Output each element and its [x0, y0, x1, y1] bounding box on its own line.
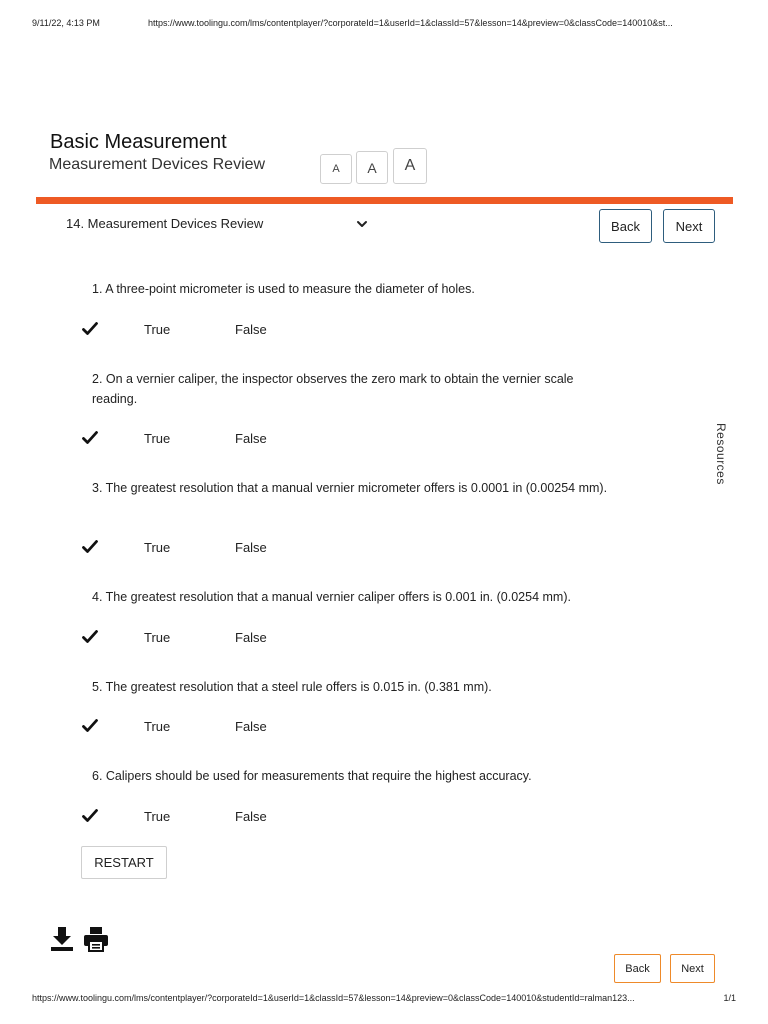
print-datetime: 9/11/22, 4:13 PM	[32, 18, 100, 28]
answer-row	[80, 808, 380, 828]
false-option[interactable]: False	[235, 809, 267, 824]
print-header	[32, 18, 736, 32]
lesson-select[interactable]	[66, 215, 376, 235]
check-icon	[82, 808, 98, 824]
bottom-back-button[interactable]: Back	[614, 954, 661, 983]
chevron-down-icon	[355, 215, 369, 233]
font-size-large-button[interactable]: A	[393, 148, 427, 184]
false-option[interactable]: False	[235, 431, 267, 446]
resources-tab[interactable]	[712, 423, 732, 493]
true-option[interactable]: True	[144, 809, 171, 824]
false-option[interactable]: False	[235, 540, 267, 555]
header-divider	[36, 197, 733, 204]
question-text: 6. Calipers should be used for measurements that require the highest accuracy.	[92, 769, 532, 783]
print-url: https://www.toolingu.com/lms/contentplayer/?corporateId=1&userId=1&classId=57&lesson=14&preview=0&classCode=140010&st...	[148, 18, 673, 28]
print-footer-url: https://www.toolingu.com/lms/contentplayer/?corporateId=1&userId=1&classId=57&lesson=14&preview=0&classCode=140010&studentId=ralman123...	[32, 993, 635, 1003]
check-icon	[82, 629, 98, 645]
check-icon	[82, 718, 98, 734]
back-button[interactable]: Back	[599, 209, 652, 243]
course-title: Basic Measurement	[50, 131, 227, 153]
check-icon	[82, 539, 98, 555]
answer-row	[80, 430, 380, 450]
font-size-small-button[interactable]: A	[320, 154, 352, 184]
restart-button[interactable]: RESTART	[81, 846, 167, 879]
question-text: 1. A three-point micrometer is used to measure the diameter of holes.	[92, 282, 475, 296]
false-option[interactable]: False	[235, 719, 267, 734]
lesson-select-value: 14. Measurement Devices Review	[66, 216, 264, 231]
page-number: 1/1	[723, 993, 736, 1003]
resources-label: Resources	[714, 423, 728, 485]
check-icon	[82, 321, 98, 337]
lesson-subtitle: Measurement Devices Review	[49, 156, 266, 173]
answer-row	[80, 321, 380, 341]
true-option[interactable]: True	[144, 630, 171, 645]
question-text: 4. The greatest resolution that a manual vernier caliper offers is 0.001 in. (0.0254 mm).	[92, 590, 571, 604]
next-button[interactable]: Next	[663, 209, 715, 243]
font-size-medium-button[interactable]: A	[356, 151, 388, 184]
print-footer	[32, 993, 736, 1007]
font-size-controls	[320, 147, 430, 184]
download-icon[interactable]	[49, 926, 75, 952]
answer-row	[80, 539, 380, 559]
question-text: 2. On a vernier caliper, the inspector observes the zero mark to obtain the vernier scale reading.	[92, 372, 574, 406]
true-option[interactable]: True	[144, 322, 171, 337]
true-option[interactable]: True	[144, 431, 171, 446]
question-text: 3. The greatest resolution that a manual vernier micrometer offers is 0.0001 in (0.00254 mm).	[92, 481, 608, 495]
question-text: 5. The greatest resolution that a steel rule offers is 0.015 in. (0.381 mm).	[92, 680, 492, 694]
check-icon	[82, 430, 98, 446]
false-option[interactable]: False	[235, 322, 267, 337]
print-icon[interactable]	[83, 926, 109, 952]
answer-row	[80, 629, 380, 649]
answer-row	[80, 718, 380, 738]
true-option[interactable]: True	[144, 540, 171, 555]
bottom-next-button[interactable]: Next	[670, 954, 715, 983]
false-option[interactable]: False	[235, 630, 267, 645]
true-option[interactable]: True	[144, 719, 171, 734]
